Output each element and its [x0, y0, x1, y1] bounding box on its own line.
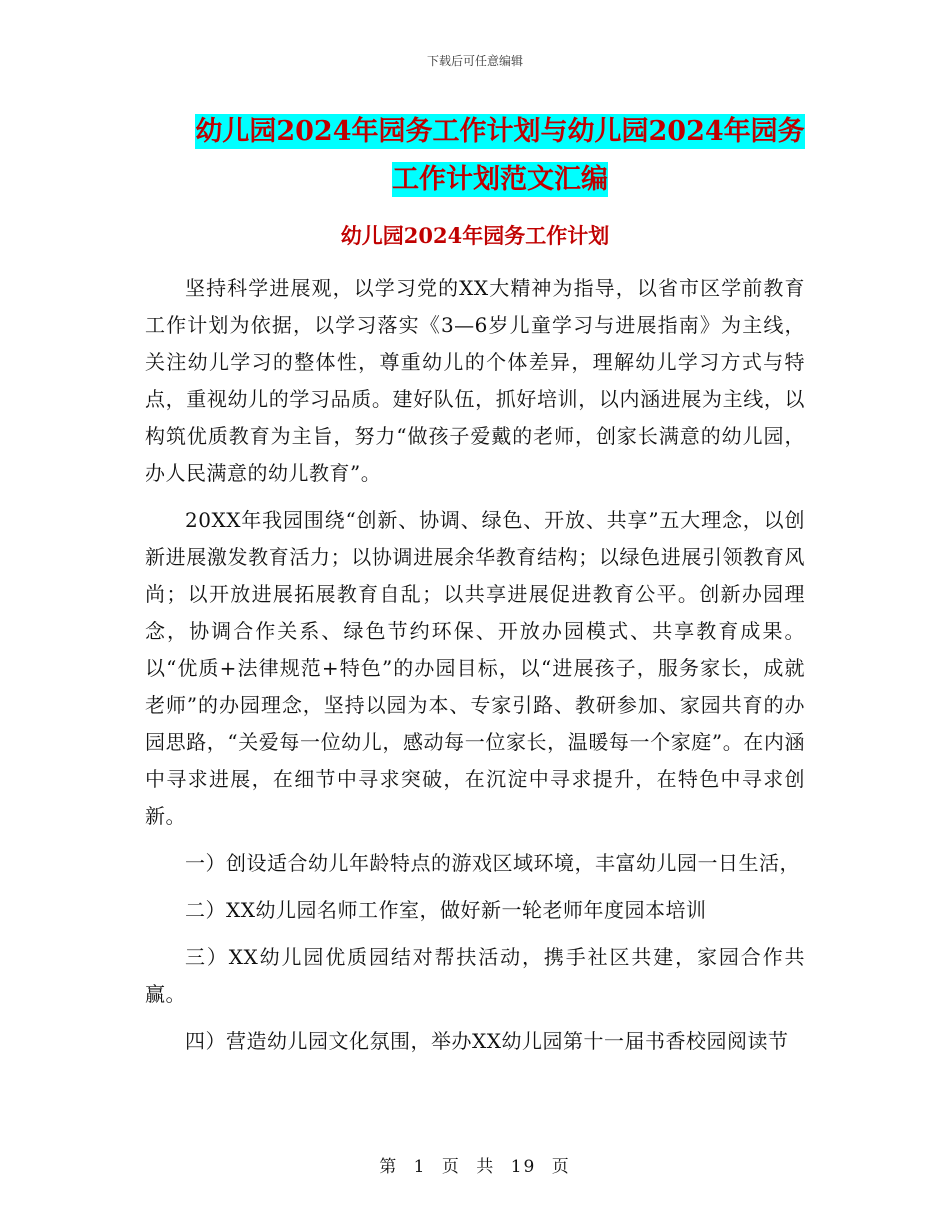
header-note: 下载后可任意编辑 — [426, 54, 523, 68]
body-text — [145, 270, 805, 1070]
paragraph: 20XX年我园围绕“创新、协调、绿色、开放、共享”五大理念，以创新进展激发教育活力；以协调进展余华教育结构；以绿色进展引领教育风尚；以开放进展拓展教育自乱；以共享进展促进教育公平。创新办园理念，协调合作关系、绿色节约环保、开放办园模式、共享教育成果。以“优质+法律规范+特色”的办园目标，以“进展孩子，服务家长，成就老师”的办园理念，坚持以园为本、专家引路、教研参加、家园共育的办园思路，“关爱每一位幼儿，感动每一位家长，温暖每一个家庭”。在内涵中寻求进展，在细节中寻求突破，在沉淀中寻求提升，在特色中寻求创新。 — [145, 508, 805, 828]
paragraph: 三）XX幼儿园优质园结对帮扶活动，携手社区共建，家园合作共赢。 — [145, 945, 805, 1006]
footer-total-unit: 页 — [551, 1157, 571, 1177]
page-footer — [0, 1152, 950, 1177]
section-title: 幼儿园2024年园务工作计划 — [340, 223, 610, 248]
paragraph: 四）营造幼儿园文化氛围，举办XX幼儿园第十一届书香校园阅读节 — [185, 1029, 789, 1053]
footer-total-prefix: 共 — [476, 1157, 496, 1177]
paragraph: 二）XX幼儿园名师工作室，做好新一轮老师年度园本培训 — [185, 898, 707, 922]
paragraph: 一）创设适合幼儿年龄特点的游戏区域环境，丰富幼儿园一日生活， — [185, 851, 800, 875]
footer-prefix: 第 — [379, 1157, 399, 1177]
paragraph: 坚持科学进展观，以学习党的XX大精神为指导，以省市区学前教育工作计划为依据，以学习落实《3—6岁儿童学习与进展指南》为主线，关注幼儿学习的整体性，尊重幼儿的个体差异，理解幼儿学习方式与特点，重视幼儿的学习品质。建好队伍，抓好培训，以内涵进展为主线，以构筑优质教育为主旨，努力“做孩子爱戴的老师，创家长满意的幼儿园，办人民满意的幼儿教育”。 — [145, 276, 805, 485]
page-number: 1 — [413, 1157, 427, 1177]
page-total: 19 — [510, 1157, 537, 1177]
document-title — [195, 108, 805, 204]
document-title-text: 幼儿园2024年园务工作计划与幼儿园2024年园务工作计划范文汇编 — [195, 116, 805, 195]
footer-page-unit: 页 — [441, 1157, 461, 1177]
